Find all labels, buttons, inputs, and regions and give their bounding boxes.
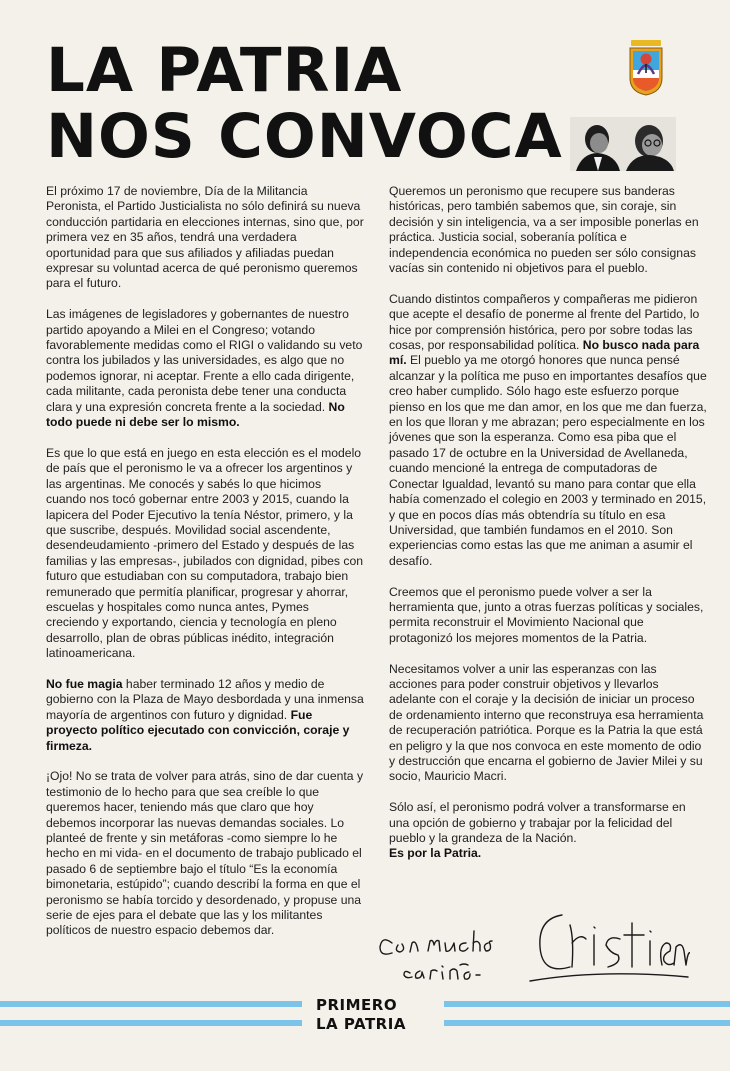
bold-text: No busco nada para mí. <box>389 338 700 368</box>
paragraph <box>46 307 364 430</box>
pj-shield-icon <box>628 40 664 96</box>
text-run: El próximo 17 de noviembre, Día de la Militancia Peronista, el Partido Justicialista no sólo definirá su nueva conducción partidaria en elecciones internas, sino que, por primera vez en 35 años, tendrá una verdadera oportunidad para que sus afiliados y afiliadas puedan expresar su voluntad acerca de qué peronismo queremos para el futuro. <box>46 184 364 291</box>
bold-text: No fue magia <box>46 676 123 691</box>
text-run: El pueblo ya me otorgó honores que nunca pensé alcanzar y la política me puso en importantes desafíos que creo haber cumplido. Sólo hago este esfuerzo porque pienso en los que me dan amor, en los que me dan fuerza, en los que lloran y me abrazan; pero especialmente en los jóvenes que son la esperanza. Como esa piba que el pasado 17 de octubre en la Universidad de Avellaneda, cuando mencioné la entrega de computadoras de Conectar Igualdad, levantó su mano para contar que ella había comenzado el colegio en 2003 y terminado en 2015, y que en pocos días más obtendría su título en esa Universidad, que también fundamos en el 2010. Son experiencias como estas las que me animan a asumir el desafío. <box>389 353 707 568</box>
paragraph <box>389 292 707 569</box>
right-column <box>389 184 707 877</box>
left-column <box>46 184 364 954</box>
handwritten-signature <box>370 895 690 995</box>
paragraph <box>46 184 364 292</box>
text-run: Es que lo que está en juego en esta elección es el modelo de país que el peronismo le va a ofrecer los argentinos y las argentinas. Me conocés y sabés lo que hicimos cuando nos tocó gobernar entre 2003 y 2015, cuando la lapicera del Poder Ejecutivo la tenía Néstor, primero, y la que suscribe, después. Movilidad social ascendente, desendeudamiento -primero del Estado y después de las familias y las empresas-, jubilados con dignidad, pibes con futuro que estudiaban con su computadora, trabajo bien remunerado que permitía planificar, progresar y ahorrar, escuelas y hospitales como nunca antes, Pymes creciendo y exportando, ciencia y tecnología en pleno desarrollo, plan de obras públicas inédito, integración latinoamericana. <box>46 445 364 661</box>
text-run: Sólo así, el peronismo podrá volver a transformarse en una opción de gobierno y trabajar por la felicidad del pueblo y la grandeza de la Nación. <box>389 800 686 845</box>
text-run: Necesitamos volver a unir las esperanzas con las acciones para poder construir objetivos y llevarlos adelante con el coraje y la decisión de iniciar un proceso de ordenamiento interno que reconstruya esa herramienta de recuperación patriótica. Porque es la Patria la que está en peligro y la que nos convoca en este momento de odio y destrucción que encarna el gobierno de Javier Milei y su socio, Mauricio Macri. <box>389 661 704 784</box>
paragraph <box>389 184 707 276</box>
paragraph <box>46 769 364 938</box>
title-line-1: LA PATRIA <box>46 35 403 106</box>
footer-logo-line-2: LA PATRIA <box>316 1015 406 1033</box>
paragraph <box>46 677 364 754</box>
text-run: Queremos un peronismo que recupere sus banderas históricas, pero también sabemos que, sin coraje, sin decisión y sin inteligencia, va a ser imposible ponerlas en práctica. Justicia social, soberanía política e independencia económica no pueden ser sólo consignas vacías sin contenido ni objetivos para el pueblo. <box>389 184 699 276</box>
paragraph <box>46 446 364 662</box>
bold-text: Fue proyecto político ejecutado con convicción, coraje y firmeza. <box>46 707 350 753</box>
flag-stripe-right-top <box>444 1001 730 1007</box>
footer-logo-line-1: PRIMERO <box>316 996 398 1014</box>
text-run: haber terminado 12 años y medio de gobierno con la Plaza de Mayo desbordada y una inmensa mayoría de argentinos con futuro y dignidad. <box>46 676 364 722</box>
paragraph <box>389 662 707 785</box>
text-run: Cuando distintos compañeros y compañeras me pidieron que acepte el desafío de ponerme al frente del Partido, lo hice por comprensión histórica, pero por sobre todas las cosas, por responsabilidad política. <box>389 291 700 353</box>
bold-text: Es por la Patria. <box>389 846 482 861</box>
flag-stripe-left-bottom <box>0 1020 302 1026</box>
paragraph <box>389 585 707 647</box>
portraits-photo <box>570 117 676 171</box>
text-run: ¡Ojo! No se trata de volver para atrás, sino de dar cuenta y testimonio de lo hecho para que sea creíble lo que queremos hacer, teniendo más que claro que hoy debemos incorporar las nuevas demandas sociales. Lo planteé de frente y sin metáforas -como siempre lo he hecho en mi vida- en el documento de trabajo publicado el pasado 6 de septiembre bajo el título “Es la economía bimonetaria, estúpido”; cuando describí la forma en que el peronismo se había torcido y desordenado, y propuse una serie de ejes para el debate que las y los militantes políticos de nuestro espacio debemos dar. <box>46 769 364 938</box>
text-run: Creemos que el peronismo puede volver a ser la herramienta que, junto a otras fuerzas políticas y sociales, permita reconstruir el Movimiento Nacional que protagonizó los mejores momentos de la Patria. <box>389 584 704 645</box>
page-title <box>46 35 563 172</box>
primero-la-patria-logo <box>316 996 406 1034</box>
paragraph <box>389 800 707 862</box>
text-run: Las imágenes de legisladores y gobernantes de nuestro partido apoyando a Milei en el Congreso; votando favorablemente medidas como el RIGI o validando su veto contra los jubilados y las universidades, es algo que no podemos ignorar, ni aceptar. Frente a ello cada dirigente, cada militante, cada peronista debe tener una conducta clara y una expresión concreta frente a la sociedad. <box>46 307 363 414</box>
title-line-2: NOS CONVOCA <box>46 101 563 172</box>
flag-stripe-left-top <box>0 1001 302 1007</box>
bold-text: No todo puede ni debe ser lo mismo. <box>46 399 345 430</box>
flag-stripe-right-bottom <box>444 1020 730 1026</box>
